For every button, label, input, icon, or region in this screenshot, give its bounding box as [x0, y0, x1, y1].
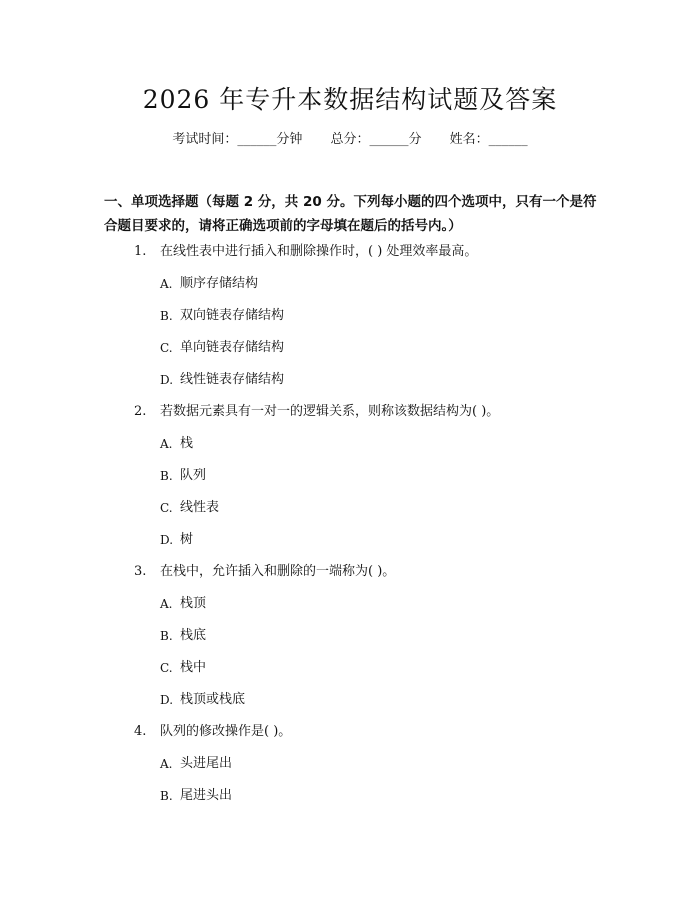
question-number: 4.: [134, 724, 147, 739]
option-text: 线性链表存储结构: [180, 372, 285, 387]
answer-option: [0, 272, 700, 304]
section-heading: 一、单项选择题（每题 2 分，共 20 分。下列每小题的四个选项中，只有一个是符合题目要求的，请将正确选项前的字母填在题后的括号内。）: [104, 194, 597, 234]
option-letter: A.: [160, 437, 173, 451]
option-text: 头进尾出: [180, 756, 233, 771]
option-letter: C.: [160, 501, 173, 515]
question-stem: 队列的修改操作是( )。: [160, 724, 292, 739]
option-letter: B.: [160, 629, 173, 643]
option-text: 栈顶或栈底: [180, 692, 246, 707]
question-list: [0, 240, 700, 816]
answer-option: [0, 752, 700, 784]
student-name-field: 姓名：______: [449, 132, 528, 147]
exam-time-field: 考试时间：______分钟: [172, 132, 303, 147]
answer-option: [0, 496, 700, 528]
question-stem: 若数据元素具有一对一的逻辑关系，则称该数据结构为( )。: [160, 404, 500, 419]
option-text: 栈顶: [180, 596, 207, 611]
total-score-field: 总分：______分: [330, 132, 422, 147]
answer-option: [0, 464, 700, 496]
question-number: 3.: [134, 564, 147, 579]
option-letter: C.: [160, 341, 173, 355]
answer-option: [0, 688, 700, 720]
answer-option: [0, 368, 700, 400]
answer-option: [0, 784, 700, 816]
question-number: 1.: [134, 244, 147, 259]
option-text: 双向链表存储结构: [180, 308, 285, 323]
answer-option: [0, 304, 700, 336]
option-letter: C.: [160, 661, 173, 675]
exam-info: [0, 130, 700, 150]
answer-option: [0, 592, 700, 624]
answer-option: [0, 656, 700, 688]
question-number: 2.: [134, 404, 147, 419]
option-text: 尾进头出: [180, 788, 233, 803]
question-item: [0, 400, 700, 432]
document-title: 2026 年专升本数据结构试题及答案: [142, 85, 558, 114]
option-letter: B.: [160, 309, 173, 323]
option-text: 栈底: [180, 628, 207, 643]
option-text: 线性表: [180, 500, 220, 515]
answer-option: [0, 432, 700, 464]
answer-option: [0, 336, 700, 368]
option-text: 树: [180, 532, 194, 547]
question-item: [0, 240, 700, 272]
answer-option: [0, 528, 700, 560]
question-stem: 在线性表中进行插入和删除操作时，( ) 处理效率最高。: [160, 244, 478, 259]
option-letter: A.: [160, 597, 173, 611]
option-letter: D.: [160, 533, 174, 547]
option-letter: A.: [160, 277, 173, 291]
option-letter: B.: [160, 469, 173, 483]
question-stem: 在栈中，允许插入和删除的一端称为( )。: [160, 564, 396, 579]
question-item: [0, 720, 700, 752]
option-text: 顺序存储结构: [180, 276, 259, 291]
question-item: [0, 560, 700, 592]
option-letter: D.: [160, 693, 174, 707]
option-text: 单向链表存储结构: [180, 340, 285, 355]
option-text: 栈: [180, 436, 194, 451]
option-letter: D.: [160, 373, 174, 387]
option-text: 栈中: [180, 660, 207, 675]
option-text: 队列: [180, 468, 207, 483]
option-letter: A.: [160, 757, 173, 771]
answer-option: [0, 624, 700, 656]
option-letter: B.: [160, 789, 173, 803]
